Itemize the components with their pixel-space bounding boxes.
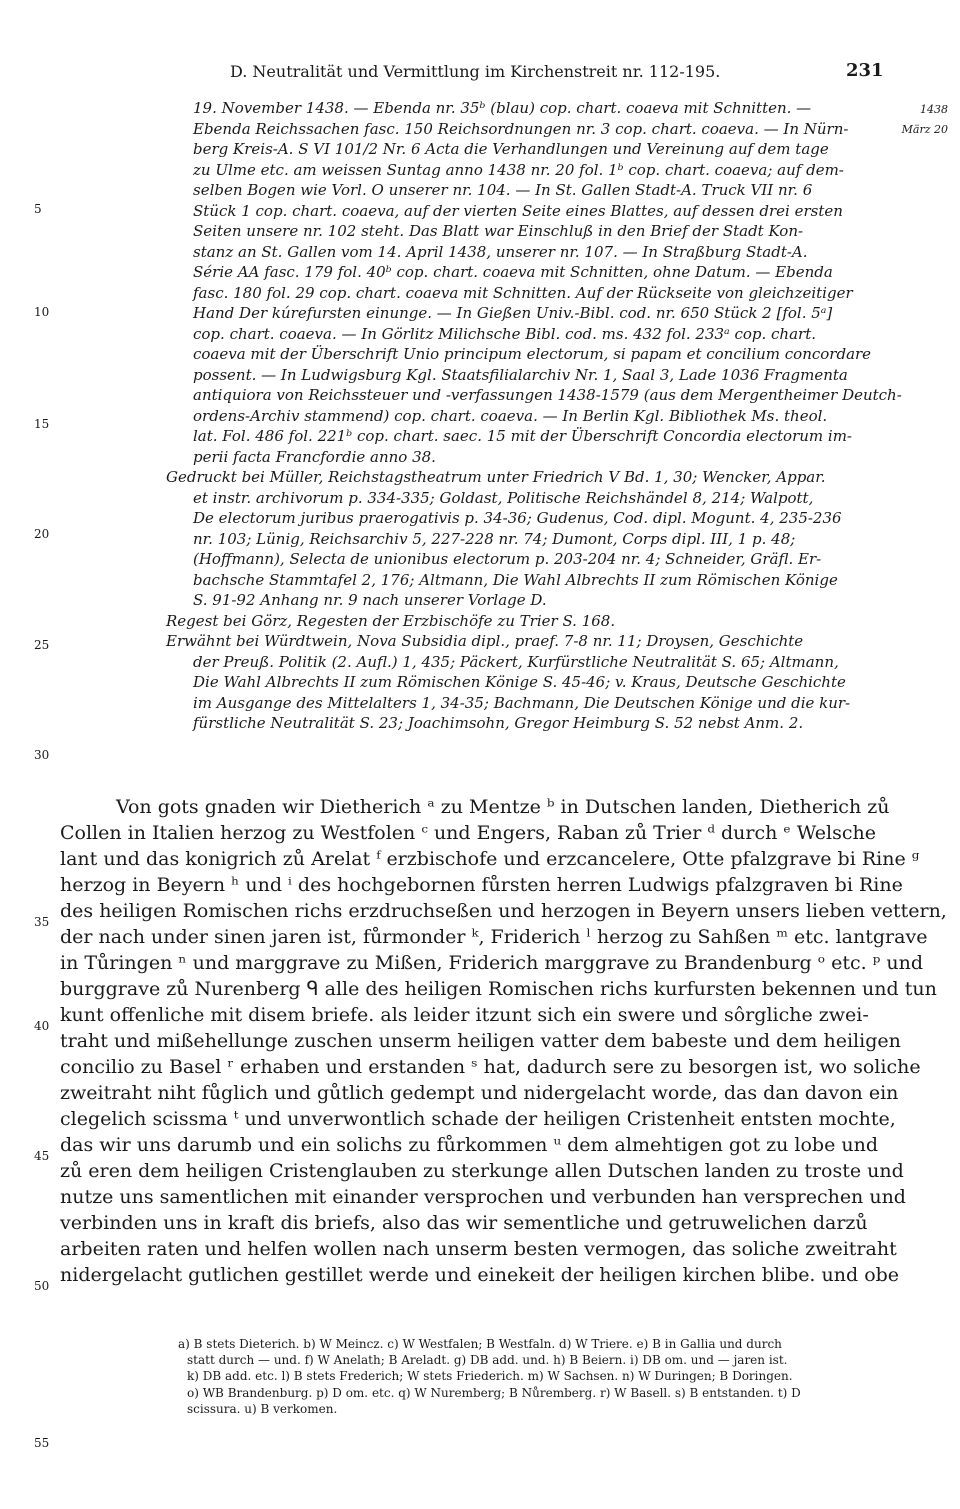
main-text-line: traht und mißehellunge zuschen unserm heiligen vatter dem babeste und dem heiligen	[60, 1030, 901, 1052]
footnote-line: k) DB add. etc. l) B stets Frederich; W stets Friederich. m) W Sachsen. n) W Duringen; B Doringen.	[187, 1369, 793, 1384]
main-text-line: herzog in Beyern ʰ und ⁱ des hochgebornen fůrsten herren Ludwigs pfalzgraven bi Rine	[60, 874, 903, 896]
footnote-line: statt durch — und. f) W Anelath; B Areladt. g) DB add. und. h) B Beiern. i) DB om. und — jaren ist.	[187, 1353, 788, 1368]
line-number: 5	[34, 202, 42, 216]
source-line: selben Bogen wie Vorl. O unserer nr. 104. — In St. Gallen Stadt-A. Truck VII nr. 6	[193, 181, 813, 199]
line-number: 45	[34, 1149, 50, 1163]
printed-line: im Ausgange des Mittelalters 1, 34-35; Bachmann, Die Deutschen Könige und die kur-	[193, 693, 851, 712]
main-text-line: clegelich scissma ᵗ und unverwontlich schade der heiligen Cristenheit entsten mochte,	[60, 1108, 896, 1130]
printed-line: Die Wahl Albrechts II zum Römischen Könige S. 45-46; v. Kraus, Deutsche Geschichte	[193, 673, 846, 691]
line-number: 50	[34, 1279, 50, 1293]
line-number: 25	[34, 638, 50, 652]
printed-line: Erwähnt bei Würdtwein, Nova Subsidia dipl., praef. 7-8 nr. 11; Droysen, Geschichte	[166, 632, 804, 650]
main-text-line: das wir uns darumb und ein solichs zu fůrkommen ᵘ dem almehtigen got zu lobe und	[60, 1134, 879, 1156]
running-title: D. Neutralität und Vermittlung im Kirchenstreit nr. 112-195.	[230, 62, 721, 81]
source-line: Seiten unsere nr. 102 steht. Das Blatt war Einschluß in den Brief der Stadt Kon-	[193, 222, 804, 240]
source-line: fasc. 180 fol. 29 cop. chart. coaeva mit Schnitten. Auf der Rückseite von gleichzeitiger	[193, 283, 853, 302]
source-line: stanz an St. Gallen vom 14. April 1438, unserer nr. 107. — In Straßburg Stadt-A.	[193, 242, 808, 261]
source-line: cop. chart. coaeva. — In Görlitz Milichsche Bibl. cod. ms. 432 fol. 233ᵃ cop. chart.	[193, 324, 816, 343]
footnote-line: a) B stets Dieterich. b) W Meincz. c) W Westfalen; B Westfaln. d) W Triere. e) B in Gallia und durch	[178, 1337, 782, 1351]
printed-line: bachsche Stammtafel 2, 176; Altmann, Die Wahl Albrechts II zum Römischen Könige	[193, 570, 838, 589]
source-line: Ebenda Reichssachen fasc. 150 Reichsordnungen nr. 3 cop. chart. coaeva. — In Nürn-	[193, 119, 849, 138]
main-text-line: Collen in Italien herzog zu Westfolen ᶜ und Engers, Raban zů Trier ᵈ durch ᵉ Welsche	[60, 822, 876, 844]
printed-line: De electorum juribus praerogativis p. 34-36; Gudenus, Cod. dipl. Mogunt. 4, 235-236	[193, 509, 842, 527]
line-number: 10	[34, 305, 50, 319]
main-text-line: concilio zu Basel ʳ erhaben und erstanden ˢ hat, dadurch sere zu besorgen ist, wo soliche	[60, 1056, 921, 1078]
margin-year: 1438	[920, 103, 948, 116]
main-text-line: nidergelacht gutlichen gestillet werde und einekeit der heiligen kirchen blibe. und obe	[60, 1264, 900, 1286]
source-line: perii facta Francfordie anno 38.	[193, 447, 436, 466]
main-text-line: Von gots gnaden wir Dietherich ᵃ zu Mentze ᵇ in Dutschen landen, Dietherich zů	[116, 796, 890, 818]
source-line: berg Kreis-A. S VI 101/2 Nr. 6 Acta die Verhandlungen und Vereinung auf dem tage	[193, 140, 829, 158]
main-text-line: zů eren dem heiligen Cristenglauben zu sterkunge allen Dutschen landen zu troste und	[60, 1160, 904, 1182]
printed-line: (Hoffmann), Selecta de unionibus electorum p. 203-204 nr. 4; Schneider, Gräfl. Er-	[193, 550, 822, 568]
source-line: lat. Fol. 486 fol. 221ᵇ cop. chart. saec. 15 mit der Überschrift Concordia electorum im-	[193, 427, 852, 445]
printed-line: S. 91-92 Anhang nr. 9 nach unserer Vorlage D.	[193, 591, 547, 609]
main-text-line: arbeiten raten und helfen wollen nach unserm besten vermogen, das soliche zweitraht	[60, 1238, 897, 1260]
main-text-line: nutze uns samentlichen mit einander versprochen und verbunden han versprechen und	[60, 1186, 906, 1208]
source-line: 19. November 1438. — Ebenda nr. 35ᵇ (blau) cop. chart. coaeva mit Schnitten. —	[193, 99, 812, 117]
main-text-line: zweitraht niht fůglich und gůtlich gedempt und nidergelacht worde, das dan davon ein	[60, 1082, 899, 1104]
printed-line: et instr. archivorum p. 334-335; Goldast, Politische Reichshändel 8, 214; Walpott,	[193, 488, 814, 507]
source-line: ordens-Archiv stammend) cop. chart. coaeva. — In Berlin Kgl. Bibliothek Ms. theol.	[193, 406, 828, 425]
line-number: 35	[34, 915, 50, 929]
source-line: coaeva mit der Überschrift Unio principum electorum, si papam et concilium concordare	[193, 345, 872, 363]
main-text-line: burggrave zů Nurenberg ᑫ alle des heiligen Romischen richs kurfursten bekennen und tun	[60, 978, 937, 1000]
source-line: Série AA fasc. 179 fol. 40ᵇ cop. chart. coaeva mit Schnitten, ohne Datum. — Ebenda	[193, 263, 833, 281]
main-text-line: der nach under sinen jaren ist, fůrmonder ᵏ, Friderich ˡ herzog zu Sahßen ᵐ etc. lantgrave	[60, 926, 928, 948]
main-text-line: kunt offenliche mit disem briefe. als leider itzunt sich ein swere und sôrgliche zwei-	[60, 1004, 869, 1026]
footnote-line: scissura. u) B verkomen.	[187, 1401, 338, 1416]
printed-line: der Preuß. Politik (2. Aufl.) 1, 435; Päckert, Kurfürstliche Neutralität S. 65; Altmann,	[193, 652, 839, 671]
printed-line: Regest bei Görz, Regesten der Erzbischöfe zu Trier S. 168.	[166, 611, 616, 630]
printed-line: fürstliche Neutralität S. 23; Joachimsohn, Gregor Heimburg S. 52 nebst Anm. 2.	[193, 714, 804, 732]
page-number: 231	[846, 60, 884, 81]
margin-date: März 20	[901, 123, 948, 136]
source-line: zu Ulme etc. am weissen Suntag anno 1438 nr. 20 fol. 1ᵇ cop. chart. coaeva; auf dem-	[193, 160, 844, 179]
main-text-line: verbinden uns in kraft dis briefs, also das wir sementliche und getruwelichen darzů	[60, 1212, 868, 1234]
line-number: 20	[34, 527, 50, 541]
source-line: possent. — In Ludwigsburg Kgl. Staatsfilialarchiv Nr. 1, Saal 3, Lade 1036 Fragmenta	[193, 365, 848, 384]
line-number: 30	[34, 748, 50, 762]
printed-line: Gedruckt bei Müller, Reichstagstheatrum unter Friedrich V Bd. 1, 30; Wencker, Appar.	[166, 468, 826, 486]
source-line: Stück 1 cop. chart. coaeva, auf der vierten Seite eines Blattes, auf dessen drei ersten	[193, 201, 843, 220]
printed-line: nr. 103; Lünig, Reichsarchiv 5, 227-228 nr. 74; Dumont, Corps dipl. III, 1 p. 48;	[193, 529, 796, 548]
source-line: antiquiora von Reichssteuer und -verfassungen 1438-1579 (aus dem Mergentheimer Deutch-	[193, 386, 902, 404]
main-text-line: in Tůringen ⁿ und marggrave zu Mißen, Friderich marggrave zu Brandenburg ᵒ etc. ᵖ und	[60, 952, 923, 974]
line-number: 55	[34, 1436, 50, 1450]
source-line: Hand Der kúrefursten einunge. — In Gießen Univ.-Bibl. cod. nr. 650 Stück 2 [fol. 5ᵃ]	[193, 304, 833, 322]
line-number: 40	[34, 1019, 50, 1033]
main-text-line: des heiligen Romischen richs erzdruchseßen und herzogen in Beyern unsers lieben vettern,	[60, 900, 947, 922]
line-number: 15	[34, 417, 50, 431]
main-text-line: lant und das konigrich zů Arelat ᶠ erzbischofe und erzcancelere, Otte pfalzgrave bi Rine ᵍ	[60, 848, 920, 870]
footnote-line: o) WB Brandenburg. p) D om. etc. q) W Nuremberg; B Nůremberg. r) W Basell. s) B entstanden. t) D	[187, 1385, 801, 1400]
